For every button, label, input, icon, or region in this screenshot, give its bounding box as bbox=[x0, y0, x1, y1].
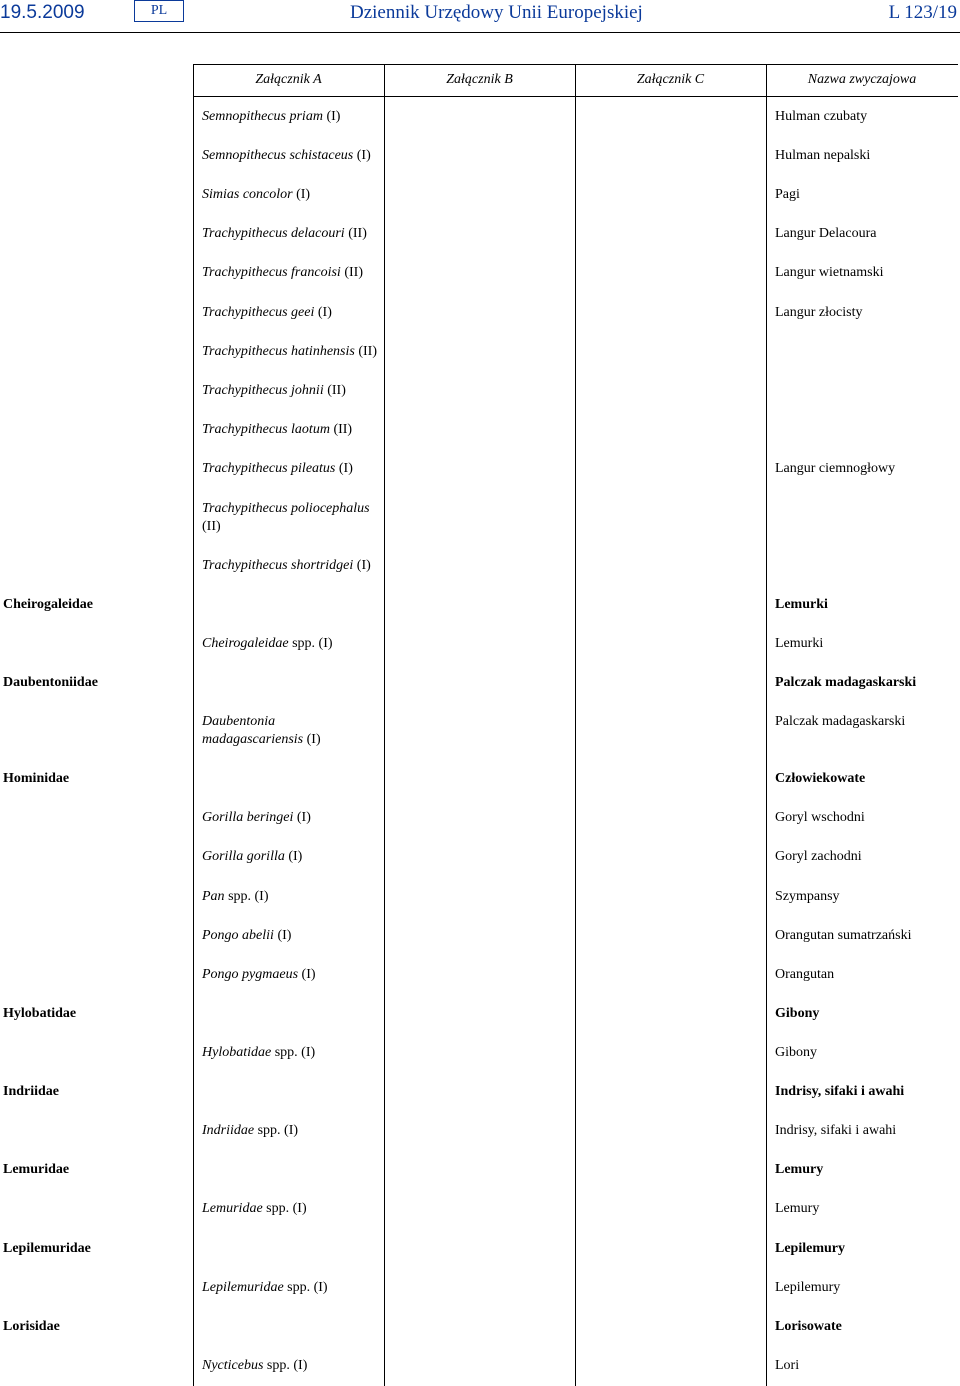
species-latin: Indriidae bbox=[202, 1123, 255, 1138]
common-name: Gibony bbox=[775, 1006, 820, 1021]
common-name: Langur wietnamski bbox=[775, 265, 884, 280]
species-name bbox=[202, 382, 377, 400]
column-divider bbox=[193, 64, 194, 1386]
species-name bbox=[202, 1279, 377, 1297]
common-name: Indrisy, sifaki i awahi bbox=[775, 1123, 897, 1138]
family-name: Indriidae bbox=[3, 1084, 60, 1099]
column-header-annex-b: Załącznik B bbox=[446, 72, 513, 87]
protection-status: (I) bbox=[288, 849, 303, 864]
column-divider bbox=[766, 64, 767, 1386]
species-name bbox=[202, 421, 377, 439]
common-name: Orangutan bbox=[775, 967, 835, 982]
column-divider bbox=[575, 64, 576, 1386]
protection-status: (I) bbox=[306, 732, 321, 747]
protection-status: (I) bbox=[326, 109, 341, 124]
species-name bbox=[202, 147, 377, 165]
common-name: Palczak madagaskarski bbox=[775, 714, 906, 729]
common-name: Lepilemury bbox=[775, 1280, 841, 1295]
protection-status: (II) bbox=[348, 226, 367, 241]
species-latin: Gorilla gorilla bbox=[202, 849, 285, 864]
species-latin: Hylobatidae bbox=[202, 1045, 272, 1060]
species-name bbox=[202, 927, 377, 945]
language-badge: PL bbox=[134, 0, 184, 22]
column-header-common-name: Nazwa zwyczajowa bbox=[807, 72, 917, 87]
protection-status: (I) bbox=[356, 148, 371, 163]
species-latin: Trachypithecus hatinhensis bbox=[202, 344, 355, 359]
protection-status: spp. (I) bbox=[287, 1280, 328, 1295]
protection-status: (II) bbox=[344, 265, 363, 280]
species-latin: Pan bbox=[202, 889, 225, 904]
species-latin: Trachypithecus delacouri bbox=[202, 226, 345, 241]
protection-status: (I) bbox=[296, 810, 311, 825]
protection-status: (I) bbox=[301, 967, 316, 982]
family-name: Lemuridae bbox=[3, 1162, 70, 1177]
publication-date: 19.5.2009 bbox=[0, 2, 85, 23]
species-latin: Trachypithecus laotum bbox=[202, 422, 330, 437]
species-latin: Trachypithecus poliocephalus bbox=[202, 501, 370, 516]
common-name: Pagi bbox=[775, 187, 800, 202]
protection-status: spp. (I) bbox=[274, 1045, 316, 1060]
species-latin: Trachypithecus geei bbox=[202, 305, 315, 320]
species-name bbox=[202, 848, 377, 866]
species-name bbox=[202, 186, 377, 204]
species-latin: Nycticebus bbox=[202, 1358, 264, 1373]
common-name: Lemury bbox=[775, 1162, 824, 1177]
species-latin: Semnopithecus priam bbox=[202, 109, 323, 124]
species-name bbox=[202, 1357, 377, 1375]
family-name: Daubentoniidae bbox=[3, 675, 98, 690]
protection-status: (II) bbox=[327, 383, 346, 398]
common-name: Langur złocisty bbox=[775, 305, 863, 320]
common-name: Goryl zachodni bbox=[775, 849, 862, 864]
species-name bbox=[202, 264, 377, 282]
species-name bbox=[202, 557, 377, 575]
common-name: Orangutan sumatrzański bbox=[775, 928, 912, 943]
species-name bbox=[202, 713, 377, 749]
species-name bbox=[202, 809, 377, 827]
common-name: Hulman nepalski bbox=[775, 148, 871, 163]
species-latin: Trachypithecus francoisi bbox=[202, 265, 341, 280]
species-latin: Lemuridae bbox=[202, 1201, 263, 1216]
common-name: Indrisy, sifaki i awahi bbox=[775, 1084, 905, 1099]
species-name bbox=[202, 966, 377, 984]
species-latin: Cheirogaleidae bbox=[202, 636, 289, 651]
column-header-annex-c: Załącznik C bbox=[636, 72, 705, 87]
common-name: Lori bbox=[775, 1358, 800, 1373]
species-name bbox=[202, 343, 377, 361]
protection-status: spp. (I) bbox=[266, 1201, 307, 1216]
common-name: Hulman czubaty bbox=[775, 109, 868, 124]
common-name: Palczak madagaskarski bbox=[775, 675, 917, 690]
common-name: Goryl wschodni bbox=[775, 810, 865, 825]
family-name: Lorisidae bbox=[3, 1319, 60, 1334]
protection-status: (II) bbox=[358, 344, 377, 359]
common-name: Szympansy bbox=[775, 889, 840, 904]
species-latin: Trachypithecus shortridgei bbox=[202, 558, 354, 573]
common-name: Lemurki bbox=[775, 636, 824, 651]
species-latin: Semnopithecus schistaceus bbox=[202, 148, 354, 163]
species-name bbox=[202, 304, 377, 322]
column-divider bbox=[384, 64, 385, 1386]
common-name: Lemury bbox=[775, 1201, 820, 1216]
family-name: Lepilemuridae bbox=[3, 1241, 91, 1256]
protection-status: (I) bbox=[317, 305, 332, 320]
protection-status: spp. (I) bbox=[292, 636, 333, 651]
common-name: Człowiekowate bbox=[775, 771, 866, 786]
common-name: Langur Delacoura bbox=[775, 226, 877, 241]
species-latin: Pongo pygmaeus bbox=[202, 967, 299, 982]
species-latin: Gorilla beringei bbox=[202, 810, 294, 825]
species-latin: Trachypithecus johnii bbox=[202, 383, 324, 398]
protection-status: (II) bbox=[202, 519, 221, 534]
species-name bbox=[202, 888, 377, 906]
family-name: Hylobatidae bbox=[3, 1006, 77, 1021]
family-name: Hominidae bbox=[3, 771, 70, 786]
common-name: Lepilemury bbox=[775, 1241, 845, 1256]
species-name bbox=[202, 1044, 377, 1062]
protection-status: spp. (I) bbox=[257, 1123, 299, 1138]
column-header-annex-a: Załącznik A bbox=[255, 72, 322, 87]
protection-status: (I) bbox=[277, 928, 292, 943]
species-latin: Daubentonia madagascariensis bbox=[202, 714, 304, 747]
species-name bbox=[202, 460, 377, 478]
species-latin: Pongo abelii bbox=[202, 928, 274, 943]
family-name: Cheirogaleidae bbox=[3, 597, 93, 612]
species-latin: Simias concolor bbox=[202, 187, 293, 202]
species-name bbox=[202, 500, 377, 536]
protection-status: spp. (I) bbox=[266, 1358, 308, 1373]
protection-status: (I) bbox=[338, 461, 353, 476]
common-name: Lorisowate bbox=[775, 1319, 842, 1334]
species-latin: Trachypithecus pileatus bbox=[202, 461, 336, 476]
common-name: Langur ciemnogłowy bbox=[775, 461, 896, 476]
protection-status: (I) bbox=[356, 558, 371, 573]
species-name bbox=[202, 1200, 377, 1218]
species-name bbox=[202, 1122, 377, 1140]
species-name bbox=[202, 635, 377, 653]
species-latin: Lepilemuridae bbox=[202, 1280, 284, 1295]
protection-status: (II) bbox=[333, 422, 353, 437]
species-name bbox=[202, 225, 377, 243]
page-number: L 123/19 bbox=[888, 2, 957, 23]
protection-status: spp. (I) bbox=[228, 889, 269, 904]
common-name: Lemurki bbox=[775, 597, 828, 612]
species-name bbox=[202, 108, 377, 126]
journal-title: Dziennik Urzędowy Unii Europejskiej bbox=[350, 2, 643, 23]
protection-status: (I) bbox=[296, 187, 311, 202]
common-name: Gibony bbox=[775, 1045, 817, 1060]
